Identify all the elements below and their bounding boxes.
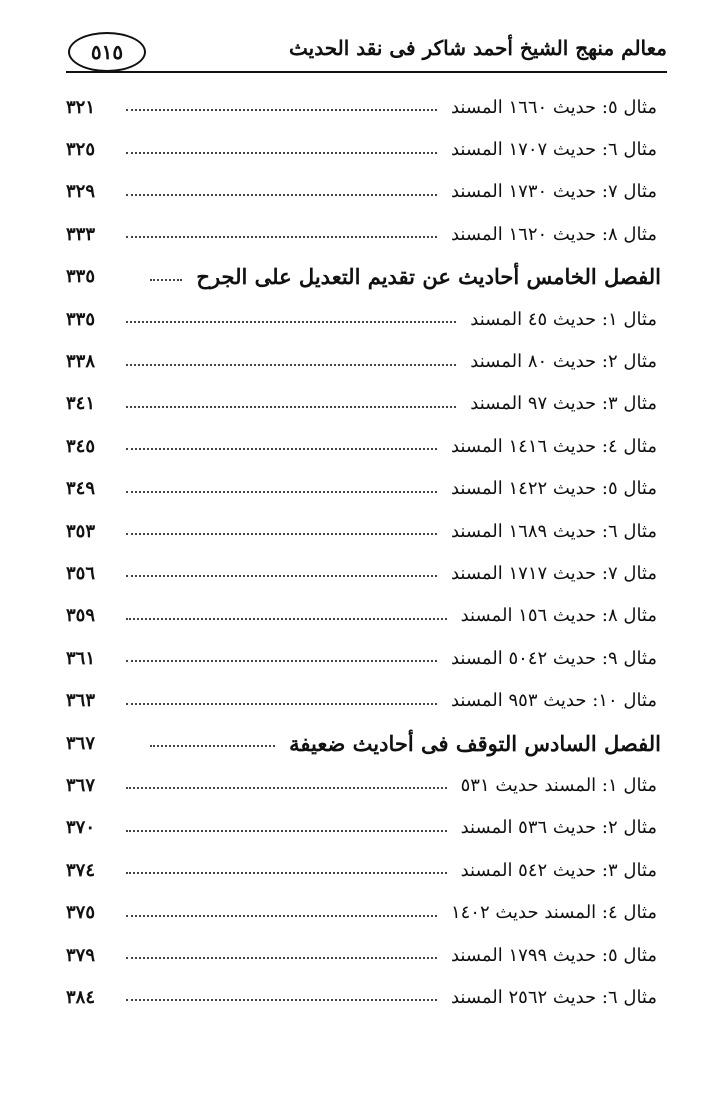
- toc-example-row: [66, 128, 661, 170]
- entry-page-number: ٣٤٥: [66, 435, 96, 457]
- toc-example-row: [66, 298, 661, 340]
- dot-leader: [126, 703, 437, 705]
- entry-page-number: ٣٤١: [66, 393, 96, 415]
- example-title: مثال ١: حديث ٤٥ المسند: [470, 308, 657, 330]
- dot-leader: [126, 364, 456, 366]
- toc-chapter-row: [66, 722, 661, 764]
- page-header: [64, 26, 667, 74]
- toc-example-row: [66, 976, 661, 1018]
- dot-leader: [150, 279, 182, 281]
- example-title: مثال ٢: حديث ٥٣٦ المسند: [460, 817, 657, 839]
- entry-page-number: ٣٦٣: [66, 690, 96, 712]
- toc-example-row: [66, 213, 661, 255]
- dot-leader: [126, 109, 437, 111]
- toc-example-row: [66, 552, 661, 594]
- dot-leader: [126, 533, 437, 535]
- toc-example-row: [66, 340, 661, 382]
- page-number: ٥١٥: [68, 32, 146, 72]
- toc-example-row: [66, 679, 661, 721]
- entry-page-number: ٣٨٤: [66, 986, 96, 1008]
- toc-example-row: [66, 510, 661, 552]
- example-title: مثال ٣: حديث ٥٤٢ المسند: [460, 859, 657, 881]
- entry-page-number: ٣٥٣: [66, 520, 96, 542]
- entry-page-number: ٣٦٧: [66, 774, 96, 796]
- entry-page-number: ٣٢٥: [66, 139, 96, 161]
- entry-page-number: ٣٧٥: [66, 902, 96, 924]
- dot-leader: [126, 575, 437, 577]
- example-title: مثال ٥: حديث ١٦٦٠ المسند: [450, 96, 657, 118]
- dot-leader: [126, 321, 456, 323]
- entry-page-number: ٣٦١: [66, 647, 96, 669]
- entry-page-number: ٣٣٥: [66, 266, 96, 288]
- example-title: مثال ٨: حديث ١٥٦ المسند: [460, 605, 657, 627]
- toc-example-row: [66, 637, 661, 679]
- dot-leader: [126, 236, 437, 238]
- entry-page-number: ٣٧٤: [66, 859, 96, 881]
- entry-page-number: ٣٢٩: [66, 181, 96, 203]
- dot-leader: [150, 745, 275, 747]
- toc-chapter-row: [66, 256, 661, 298]
- dot-leader: [126, 194, 437, 196]
- example-title: مثال ٤: حديث ١٤١٦ المسند: [450, 435, 657, 457]
- toc-example-row: [66, 425, 661, 467]
- toc-example-row: [66, 807, 661, 849]
- dot-leader: [126, 787, 447, 789]
- example-title: مثال ١: المسند حديث ٥٣١: [460, 774, 657, 796]
- toc-example-row: [66, 383, 661, 425]
- example-title: مثال ٢: حديث ٨٠ المسند: [470, 351, 657, 373]
- chapter-title: الفصل السادس التوقف فى أحاديث ضعيفة: [289, 730, 661, 756]
- entry-page-number: ٣٣٥: [66, 308, 96, 330]
- dot-leader: [126, 915, 437, 917]
- example-title: مثال ١٠: حديث ٩٥٣ المسند: [450, 690, 657, 712]
- toc-example-row: [66, 934, 661, 976]
- entry-page-number: ٣٥٦: [66, 562, 96, 584]
- example-title: مثال ٧: حديث ١٧١٧ المسند: [450, 562, 657, 584]
- toc-example-row: [66, 764, 661, 806]
- dot-leader: [126, 152, 437, 154]
- example-title: مثال ٨: حديث ١٦٢٠ المسند: [450, 223, 657, 245]
- dot-leader: [126, 406, 456, 408]
- entry-page-number: ٣٣٨: [66, 351, 96, 373]
- dot-leader: [126, 491, 437, 493]
- toc-example-row: [66, 86, 661, 128]
- entry-page-number: ٣٢١: [66, 96, 96, 118]
- toc-example-row: [66, 468, 661, 510]
- example-title: مثال ٦: حديث ١٧٠٧ المسند: [450, 139, 657, 161]
- table-of-contents: [66, 86, 661, 1019]
- example-title: مثال ٥: حديث ١٤٢٢ المسند: [450, 478, 657, 500]
- example-title: مثال ٤: المسند حديث ١٤٠٢: [450, 902, 657, 924]
- toc-example-row: [66, 891, 661, 933]
- dot-leader: [126, 660, 437, 662]
- dot-leader: [126, 830, 447, 832]
- chapter-title: الفصل الخامس أحاديث عن تقديم التعديل على الجرح: [196, 264, 661, 290]
- entry-page-number: ٣٧٠: [66, 817, 96, 839]
- entry-page-number: ٣٣٣: [66, 223, 96, 245]
- dot-leader: [126, 448, 437, 450]
- example-title: مثال ٩: حديث ٥٠٤٢ المسند: [450, 647, 657, 669]
- entry-page-number: ٣٤٩: [66, 478, 96, 500]
- dot-leader: [126, 872, 447, 874]
- header-rule: [66, 71, 667, 73]
- dot-leader: [126, 999, 437, 1001]
- example-title: مثال ٦: حديث ١٦٨٩ المسند: [450, 520, 657, 542]
- example-title: مثال ٦: حديث ٢٥٦٢ المسند: [450, 986, 657, 1008]
- example-title: مثال ٣: حديث ٩٧ المسند: [470, 393, 657, 415]
- entry-page-number: ٣٦٧: [66, 732, 96, 754]
- book-title: معالم منهج الشيخ أحمد شاكر فى نقد الحديث: [289, 36, 667, 60]
- example-title: مثال ٧: حديث ١٧٣٠ المسند: [450, 181, 657, 203]
- toc-example-row: [66, 849, 661, 891]
- dot-leader: [126, 957, 437, 959]
- entry-page-number: ٣٥٩: [66, 605, 96, 627]
- example-title: مثال ٥: حديث ١٧٩٩ المسند: [450, 944, 657, 966]
- entry-page-number: ٣٧٩: [66, 944, 96, 966]
- dot-leader: [126, 618, 447, 620]
- toc-example-row: [66, 171, 661, 213]
- toc-example-row: [66, 595, 661, 637]
